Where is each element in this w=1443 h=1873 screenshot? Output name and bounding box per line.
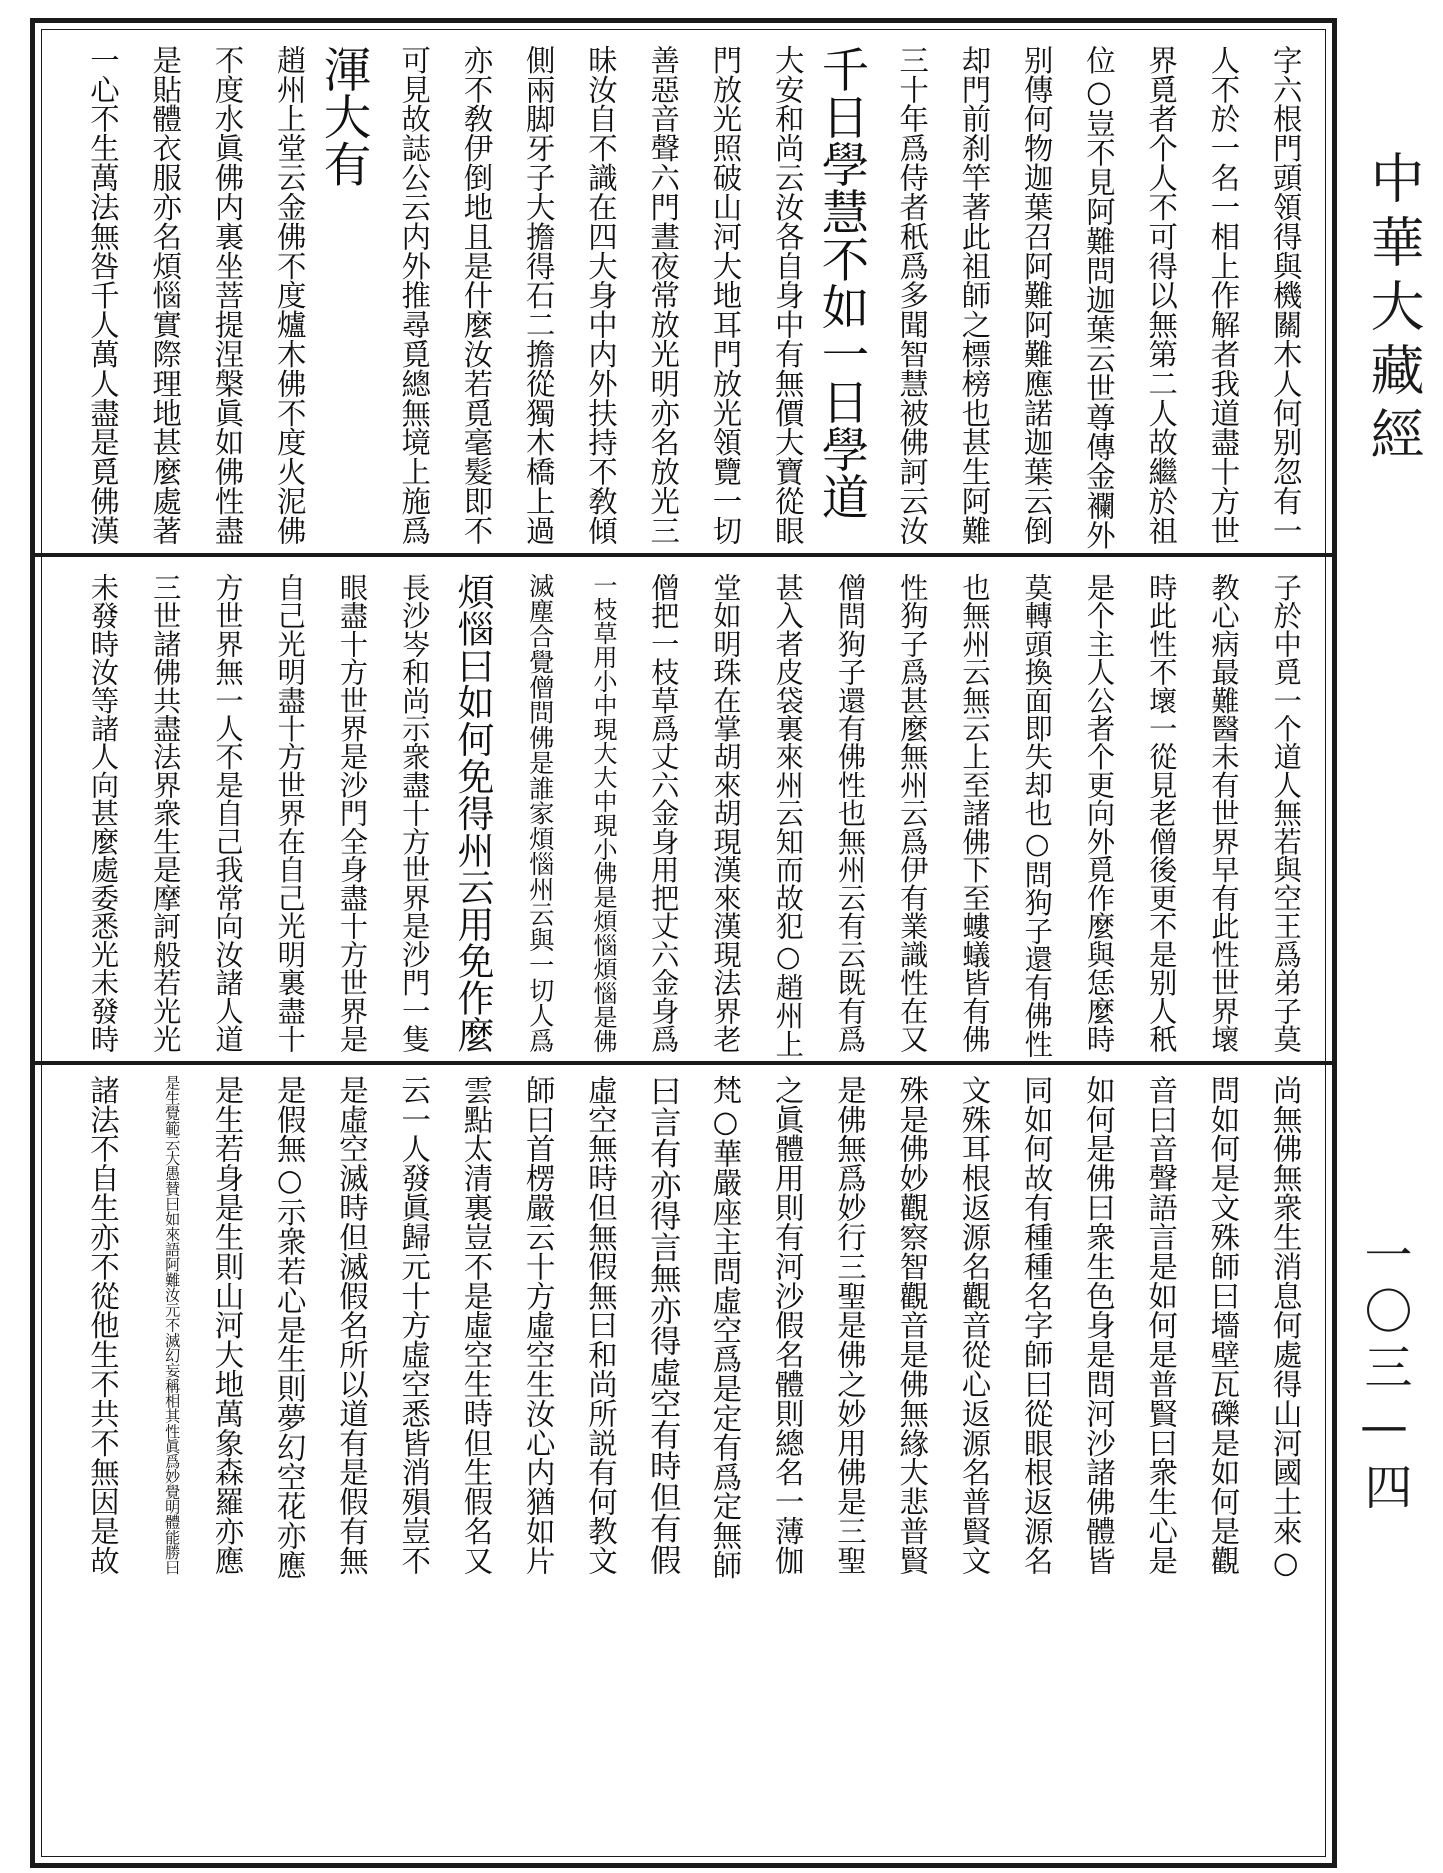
text-column: 自己光明盡十方世界在自己光明裏盡十: [273, 573, 307, 1053]
text-column: 尚無佛無衆生消息何處得山河國土來○: [1268, 1075, 1303, 1580]
margin-title: 中華大藏經: [1362, 150, 1425, 470]
register-divider-2: [35, 1061, 1332, 1065]
text-column: 子於中覓一个道人無若與空王爲弟子莫: [1269, 573, 1303, 1053]
margin-page-number: 一〇三—四: [1356, 1230, 1412, 1518]
text-column: 堂如明珠在掌胡來胡現漢來漢現法界老: [709, 573, 743, 1053]
text-column: 一枝草用小中現大大中現小佛是煩惱煩惱是佛: [589, 573, 617, 1053]
text-column: 長沙岑和尚示衆盡十方世界是沙門一隻: [398, 573, 432, 1053]
text-column: 師曰首楞嚴云十方虛空生汝心内猶如片: [521, 1075, 556, 1575]
text-column: 渾大有: [315, 45, 370, 188]
text-column: 之眞體用則有河沙假名體則總名一薄伽: [770, 1075, 805, 1575]
text-column: 三十年爲侍者秖爲多聞智慧被佛訶云汝: [895, 45, 930, 545]
text-column: 梵○華嚴座主問虛空爲是定有爲定無師: [708, 1075, 743, 1580]
text-column: 滅塵合覺僧問佛是誰家煩惱州云與一切人爲: [525, 573, 555, 1053]
text-column: 諸法不自生亦不從他生不共不無因是故: [86, 1075, 120, 1575]
text-column: 如何是佛曰衆生色身是問河沙諸佛體皆: [1082, 1075, 1116, 1575]
text-column: 是貼體衣服亦名煩惱實際理地甚麼處著: [148, 45, 183, 545]
register-middle: [35, 573, 1332, 1058]
register-bottom: [35, 1075, 1332, 1580]
text-column: 莫轉頭換面即失却也○問狗子還有佛性: [1020, 573, 1054, 1058]
text-column: 千日學慧不如一日學道: [813, 45, 868, 520]
text-column: 善惡音聲六門晝夜常放光明亦名放光三: [646, 45, 681, 545]
text-column: 門放光照破山河大地耳門放光領覽一切: [708, 45, 743, 545]
text-column: 時此性不壞一從見老僧後更不是别人秖: [1145, 573, 1179, 1053]
text-column: 煩惱曰如何免得州云用免作麼: [451, 573, 495, 1053]
text-column: 教心病最難醫未有世界早有此性世界壞: [1207, 573, 1241, 1053]
text-column: 不度水眞佛内裏坐菩提涅槃眞如佛性盡: [210, 45, 245, 545]
register-divider-1: [35, 553, 1332, 557]
text-column: 雲點太清裏豈不是虛空生時但生假名又: [459, 1075, 494, 1575]
text-column: 甚入者皮袋裏來州云知而故犯○趙州上: [771, 573, 805, 1058]
text-column: 也無州云無云上至諸佛下至螻蟻皆有佛: [958, 573, 992, 1053]
text-column: 界覓者个人不可得以無第二人故繼於祖: [1144, 45, 1179, 545]
register-top: [35, 45, 1332, 550]
text-column: 虛空無時但無假無曰和尚所説有何教文: [584, 1075, 618, 1575]
text-column: 是生若身是生則山河大地萬象森羅亦應: [210, 1075, 245, 1575]
text-column: 大安和尚云汝各自身中有無價大寶從眼: [770, 45, 805, 545]
text-column: 方世界無一人不是自己我常向汝諸人道: [211, 573, 245, 1053]
text-column: 趙州上堂云金佛不度爐木佛不度火泥佛: [272, 45, 307, 545]
text-column: 是个主人公者个更向外覓作麼與恁麼時: [1083, 573, 1116, 1053]
text-column: 同如何故有種種名字師曰從眼根返源名: [1019, 1075, 1054, 1575]
text-column: 眼盡十方世界是沙門全身盡十方世界是: [336, 573, 369, 1053]
text-column: 一心不生萬法無咎千人萬人盡是覓佛漢: [86, 45, 120, 545]
text-column: 是佛無爲妙行三聖是佛之妙用佛是三聖: [833, 1075, 867, 1575]
text-column: 文殊耳根返源名觀音從心返源名普賢文: [957, 1075, 992, 1575]
text-column: 别傳何物迦葉召阿難阿難應諾迦葉云倒: [1019, 45, 1054, 545]
text-column: 側兩脚牙子大擔得石二擔從獨木橋上過: [521, 45, 556, 545]
text-column: 殊是佛妙觀察智觀音是佛無緣大悲普賢: [895, 1075, 930, 1575]
text-column: 却門前刹竿著此祖師之標榜也甚生阿難: [957, 45, 992, 545]
text-column: 是虛空滅時但滅假名所以道有是假有無: [335, 1075, 369, 1575]
text-column: 可見故誌公云内外推尋覓總無境上施爲: [397, 45, 432, 545]
page-frame: [30, 18, 1337, 1868]
text-column: 云一人發眞歸元十方虛空悉皆消殞豈不: [397, 1075, 432, 1575]
text-column: 是假無○示衆若心是生則夢幻空花亦應: [272, 1075, 307, 1580]
text-column: 三世諸佛共盡法界衆生是摩訶般若光光: [149, 573, 183, 1053]
text-column: 問如何是文殊師曰墻壁瓦礫是如何是觀: [1206, 1075, 1241, 1575]
text-column: 亦不敎伊倒地且是什麼汝若覓毫髮即不: [459, 45, 494, 545]
text-column: 人不於一名一相上作解者我道盡十方世: [1206, 45, 1241, 545]
text-column: 性狗子爲甚麼無州云爲伊有業識性在又: [896, 573, 930, 1053]
text-column: 僧問狗子還有佛性也無州云有云既有爲: [834, 573, 867, 1053]
text-column: 昧汝自不識在四大身中内外扶持不敎傾: [584, 45, 618, 545]
text-column: 位○豈不見阿難問迦葉云世尊傳金襴外: [1082, 45, 1116, 550]
text-column: 是生覺範云大愚賛曰如來語阿難汝元不滅幻妄稱相其性眞爲妙覺明體能勝曰: [163, 1075, 182, 1575]
text-column: 未發時汝等諸人向甚麼處委悉光未發時: [87, 573, 120, 1053]
text-column: 字六根門頭領得與機關木人何别忽有一: [1268, 45, 1303, 545]
text-column: 音曰音聲語言是如何是普賢曰衆生心是: [1144, 1075, 1179, 1575]
text-column: 曰言有亦得言無亦得虛空有時但有假: [644, 1075, 681, 1575]
text-column: 僧把一枝草爲丈六金身用把丈六金身爲: [647, 573, 681, 1053]
